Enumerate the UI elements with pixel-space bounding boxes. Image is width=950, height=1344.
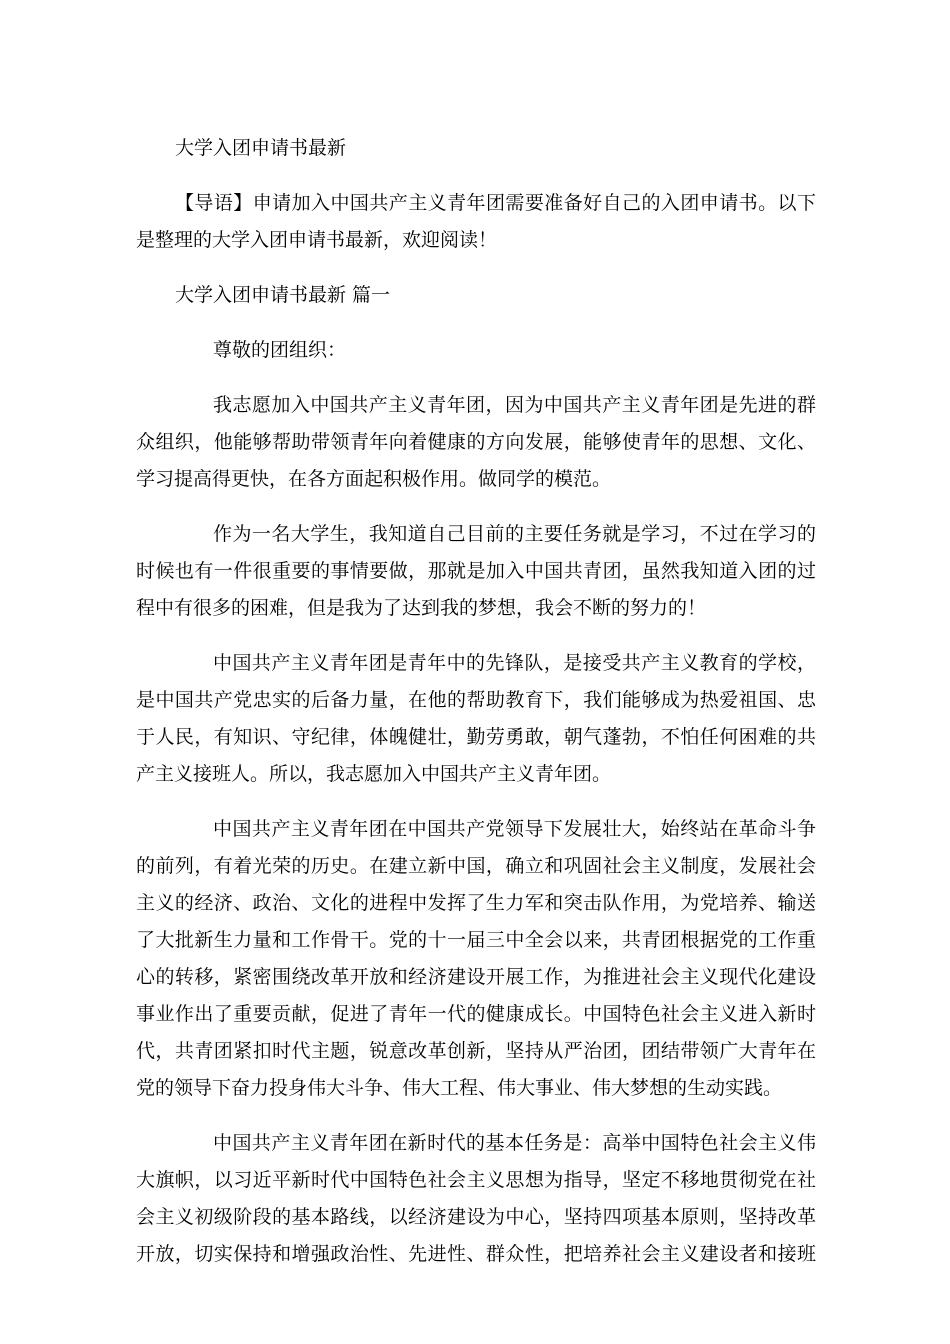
paragraph-4-line-4: 了大批新生力量和工作骨干。党的十一届三中全会以来，共青团根据党的工作重 xyxy=(136,929,816,951)
paragraph-3-line-1: 中国共产主义青年团是青年中的先锋队，是接受共产主义教育的学校， xyxy=(213,652,816,674)
paragraph-3-line-4: 产主义接班人。所以，我志愿加入中国共产主义青年团。 xyxy=(136,763,612,785)
paragraph-3-line-3: 于人民，有知识、守纪律，体魄健壮，勤劳勇敢，朝气蓬勃，不怕任何困难的共 xyxy=(136,726,816,748)
document-title: 大学入团申请书最新 xyxy=(175,137,347,159)
paragraph-5-line-1: 中国共产主义青年团在新时代的基本任务是：高举中国特色社会主义伟 xyxy=(213,1132,816,1154)
intro-line-1: 【导语】申请加入中国共产主义青年团需要准备好自己的入团申请书。以下 xyxy=(175,192,816,214)
paragraph-4-line-7: 代，共青团紧扣时代主题，锐意改革创新，坚持从严治团，团结带领广大青年在 xyxy=(136,1040,816,1062)
paragraph-1-line-3: 学习提高得更快，在各方面起积极作用。做同学的模范。 xyxy=(136,468,612,490)
paragraph-2-line-2: 时候也有一件很重要的事情要做，那就是加入中国共青团，虽然我知道入团的过 xyxy=(136,560,816,582)
paragraph-4-line-6: 事业作出了重要贡献，促进了青年一代的健康成长。中国特色社会主义进入新时 xyxy=(136,1003,816,1025)
paragraph-5-line-2: 大旗帜，以习近平新时代中国特色社会主义思想为指导，坚定不移地贯彻党在社 xyxy=(136,1169,816,1191)
salutation: 尊敬的团组织： xyxy=(213,339,347,361)
paragraph-2-line-3: 程中有很多的困难，但是我为了达到我的梦想，我会不断的努力的！ xyxy=(136,597,707,619)
paragraph-2-line-1: 作为一名大学生，我知道自己目前的主要任务就是学习，不过在学习的 xyxy=(213,523,816,545)
paragraph-4-line-5: 心的转移，紧密围绕改革开放和经济建设开展工作，为推进社会主义现代化建设 xyxy=(136,966,816,988)
section-heading: 大学入团申请书最新 篇一 xyxy=(175,284,391,306)
paragraph-1-line-1: 我志愿加入中国共产主义青年团，因为中国共产主义青年团是先进的群 xyxy=(213,394,816,416)
paragraph-4-line-8: 党的领导下奋力投身伟大斗争、伟大工程、伟大事业、伟大梦想的生动实践。 xyxy=(136,1077,783,1099)
paragraph-4-line-3: 主义的经济、政治、文化的进程中发挥了生力军和突击队作用，为党培养、输送 xyxy=(136,892,816,914)
paragraph-5-line-4: 开放，切实保持和增强政治性、先进性、群众性，把培养社会主义建设者和接班 xyxy=(136,1243,816,1265)
paragraph-4-line-1: 中国共产主义青年团在中国共产党领导下发展壮大，始终站在革命斗争 xyxy=(213,818,816,840)
paragraph-4-line-2: 的前列，有着光荣的历史。在建立新中国，确立和巩固社会主义制度，发展社会 xyxy=(136,855,816,877)
paragraph-5-line-3: 会主义初级阶段的基本路线，以经济建设为中心，坚持四项基本原则，坚持改革 xyxy=(136,1206,816,1228)
paragraph-1-line-2: 众组织，他能够帮助带领青年向着健康的方向发展，能够使青年的思想、文化、 xyxy=(136,431,816,453)
intro-line-2: 是整理的大学入团申请书最新，欢迎阅读！ xyxy=(136,229,498,251)
paragraph-3-line-2: 是中国共产党忠实的后备力量，在他的帮助教育下，我们能够成为热爱祖国、忠 xyxy=(136,689,816,711)
